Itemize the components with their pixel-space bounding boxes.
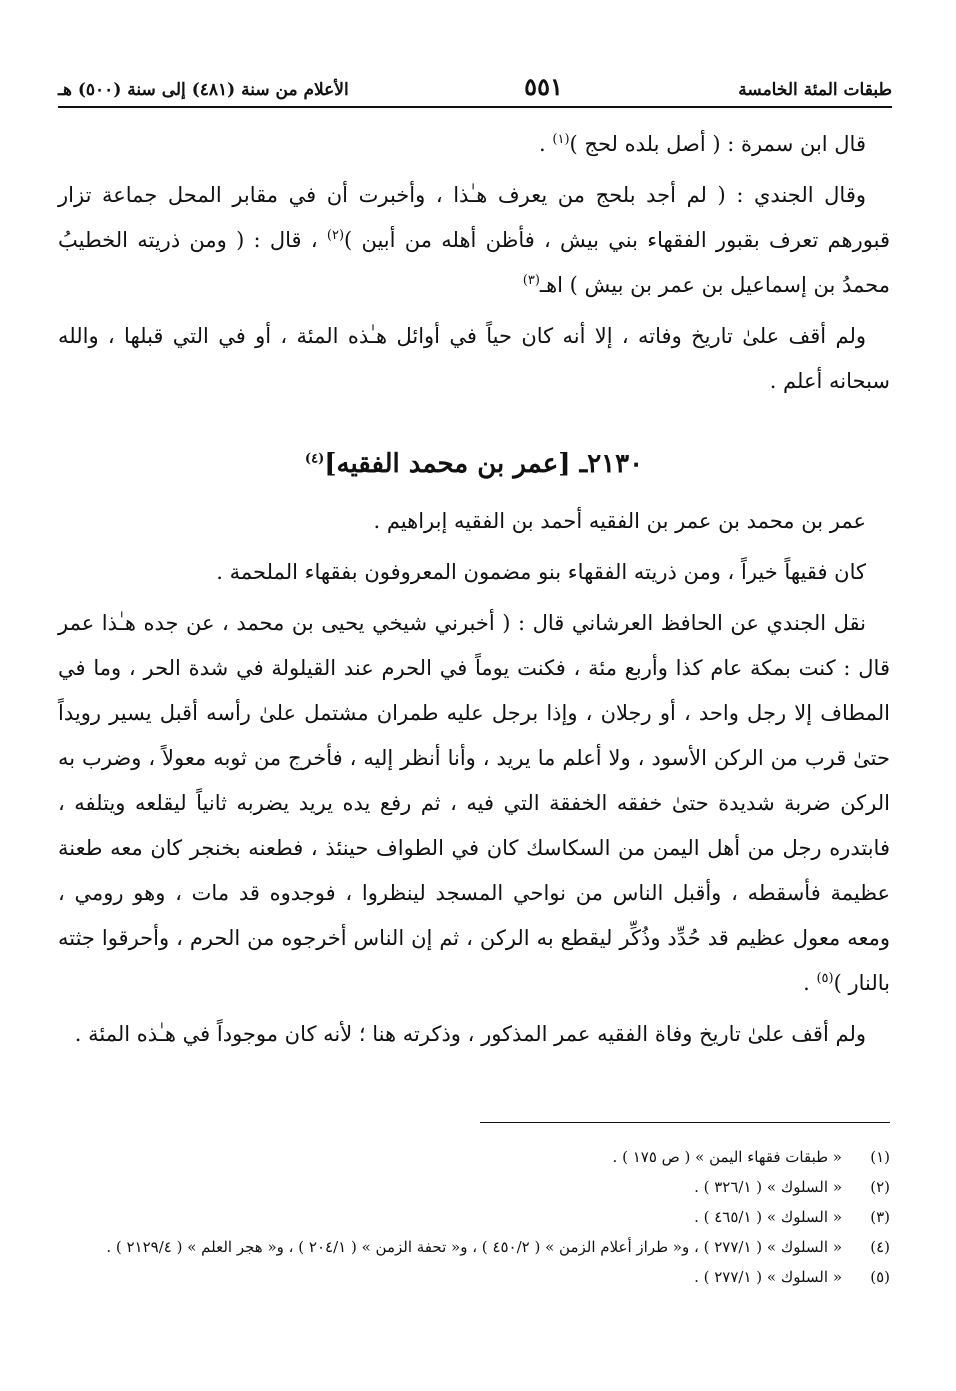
footnote: (٥) « السلوك » ( ٢٧٧/١ ) . [694,1268,890,1286]
footnote: (٣) « السلوك » ( ٤٦٥/١ ) . [694,1208,890,1226]
paragraph: ولم أقف علىٰ تاريخ وفاته ، إلا أنه كان حياً في أوائل هـٰذه المئة ، أو في التي قبلها ، والله سبحانه أعلم . [58,324,890,393]
paragraph: عمر بن محمد بن عمر بن الفقيه أحمد بن الفقيه إبراهيم . [373,509,866,533]
footnote-divider [480,1122,890,1123]
running-header [58,72,892,101]
entry-heading: ٢١٣٠ـ [عمر بن محمد الفقيه]$^{(٤)}$ [304,449,644,479]
paragraph: نقل الجندي عن الحافظ العرشاني قال : ( أخبرني شيخي يحيى بن محمد ، عن جده هـٰذا عمر قال : كنت بمكة عام كذا وأربع مئة ، فكنت يوماً في الحرم عند القيلولة في شدة الحر ، وما في المطاف إلا رجل واحد ، أو رجلان ، وإذا برجل عليه طمران مشتمل علىٰ رأسه أقبل يسير رويداً حتىٰ قرب من الركن الأسود ، ولا أعلم ما يريد ، وأنا أنظر إليه ، فأخرج من ثوبه معولاً ، وضرب به الركن ضربة شديدة حتىٰ خفقه الخفقة التي فيه ، ثم رفع يده يريد يضربه ثانياً ليقلعه ويتلفه ، فابتدره رجل من أهل اليمن من السكاسك كان في الطواف حينئذ ، فطعنه بخنجر كان معه طعنة عظيمة فأسقطه ، وأقبل الناس من نواحي المسجد لينظروا ، فوجدوه قد مات ، وهو رومي ، ومعه معول عظيم قد حُدِّد وذُكِّر ليقطع به الركن ، ثم إن الناس أخرجوه من الحرم ، وأحرقوا جثته بالنار )$^{(٥)}$ . [58,611,890,995]
paragraph: ولم أقف علىٰ تاريخ وفاة الفقيه عمر المذكور ، وذكرته هنا ؛ لأنه كان موجوداً في هـٰذه المئة . [74,1022,866,1046]
paragraph: وقال الجندي : ( لم أجد بلحج من يعرف هـٰذا ، وأخبرت أن في مقابر المحل جماعة تزار قبورهم تعرف بقبور الفقهاء بني بيش ، فأظن أهله من أبين )$^{(٢)}$ ، قال : ( ومن ذريته الخطيبُ محمدُ بن إسماعيل بن عمر بن بيش ) اهـ$^{(٣)}$ [58,183,890,297]
footnote: (٤) « السلوك » ( ٢٧٧/١ ) ، و« طراز أعلام الزمن » ( ٤٥٠/٢ ) ، و« تحفة الزمن » ( ٢٠٤/١ ) ، و« هجر العلم » ( ٢١٢٩/٤ ) . [106,1238,890,1256]
footnotes [58,1142,890,1292]
header-divider [58,106,892,108]
footnote: (١) « طبقات فقهاء اليمن » ( ص ١٧٥ ) . [612,1148,890,1166]
footnote: (٢) « السلوك » ( ٣٢٦/١ ) . [694,1178,890,1196]
page-number: ٥٥١ [524,72,563,101]
paragraph: كان فقيهاً خيراً ، ومن ذريته الفقهاء بنو مضمون المعروفون بفقهاء الملحمة . [216,560,866,584]
header-era-range: الأعلام من سنة (٤٨١) إلى سنة (٥٠٠) هـ [58,80,349,100]
main-text [58,122,890,1063]
paragraph: قال ابن سمرة : ( أصل بلده لحج )$^{(١)}$ . [539,132,866,156]
header-section-title: طبقات المئة الخامسة [738,80,892,100]
